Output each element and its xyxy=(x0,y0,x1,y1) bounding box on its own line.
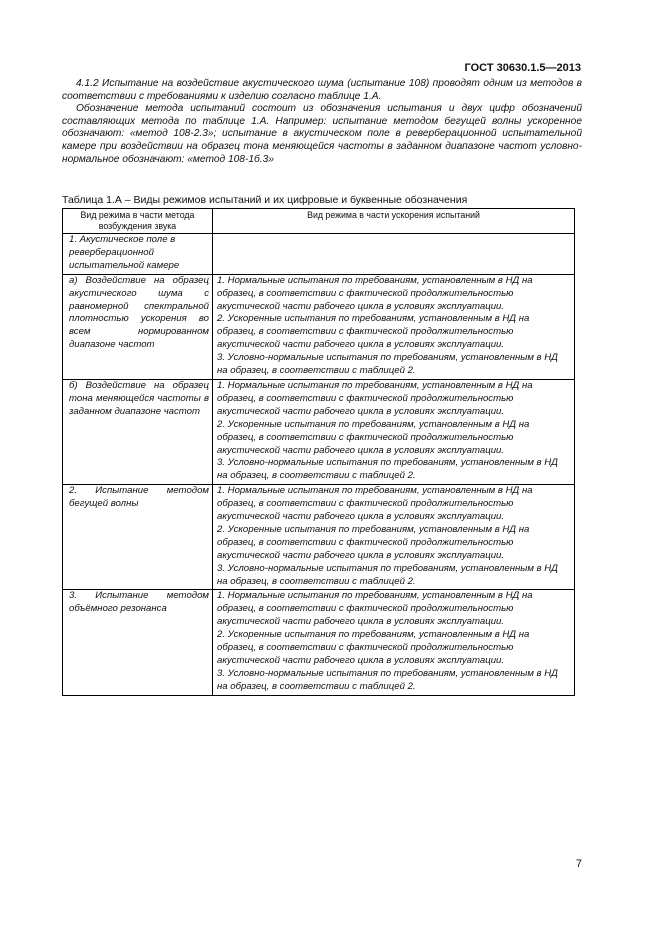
acceleration-item: 2. Ускоренные испытания по требованиям, установленным в НД на образец, в соответствии с фактической продолжительностью акустической части рабочего цикла в условиях эксплуатации. xyxy=(217,523,530,561)
mode-cell: а) Воздействие на образец акустического шума с равномерной спектральной плотностью ускорения во всем нормированном диапазоне частот xyxy=(63,274,213,379)
table-row xyxy=(63,274,575,379)
table-row xyxy=(63,485,575,590)
table-row xyxy=(63,234,575,275)
acceleration-item: 2. Ускоренные испытания по требованиям, установленным в НД на образец, в соответствии с фактической продолжительностью акустической части рабочего цикла в условиях эксплуатации. xyxy=(217,418,530,456)
acceleration-item: 3. Условно-нормальные испытания по требованиям, установленным в НД на образец, в соответствии с таблицей 2. xyxy=(217,562,558,587)
acceleration-item: 1. Нормальные испытания по требованиям, установленным в НД на образец, в соответствии с фактической продолжительностью акустической части рабочего цикла в условиях эксплуатации. xyxy=(217,590,533,628)
acceleration-item: 3. Условно-нормальные испытания по требованиям, установленным в НД на образец, в соответствии с таблицей 2. xyxy=(217,457,558,482)
acceleration-cell xyxy=(213,590,575,695)
table-row xyxy=(63,590,575,695)
acceleration-item: 3. Условно-нормальные испытания по требованиям, установленным в НД на образец, в соответствии с таблицей 2. xyxy=(217,352,558,377)
acceleration-item: 2. Ускоренные испытания по требованиям, установленным в НД на образец, в соответствии с фактической продолжительностью акустической части рабочего цикла в условиях эксплуатации. xyxy=(217,629,530,666)
acceleration-item: 2. Ускоренные испытания по требованиям, установленным в НД на образец, в соответствии с фактической продолжительностью акустической части рабочего цикла в условиях эксплуатации. xyxy=(217,313,530,351)
standard-header: ГОСТ 30630.1.5—2013 xyxy=(464,62,581,74)
column-header-acceleration: Вид режима в части ускорения испытаний xyxy=(213,209,575,234)
column-header-excitation: Вид режима в части метода возбуждения звука xyxy=(63,209,213,234)
mode-cell: 3. Испытание методом объёмного резонанса xyxy=(63,590,213,695)
table-caption: Таблица 1.А – Виды режимов испытаний и их цифровые и буквенные обозначения xyxy=(62,194,468,206)
mode-cell: б) Воздействие на образец тона меняющейся частоты в заданном диапазоне частот xyxy=(63,379,213,484)
acceleration-cell xyxy=(213,274,575,379)
table-row xyxy=(63,379,575,484)
acceleration-item: 1. Нормальные испытания по требованиям, установленным в НД на образец, в соответствии с фактической продолжительностью акустической части рабочего цикла в условиях эксплуатации. xyxy=(217,274,533,312)
intro-paragraph-2: Обозначение метода испытаний состоит из обозначения испытания и двух цифр обозначений составляющих метода по таблице 1.А. Например: испытание методом бегущей волны ускоренное обозначают: «метод 108-2.3»; испытание в акустическом поле в реверберационной испытательной камере при воздействии на образец тона меняющейся частоты в заданном диапазоне частот условно-нормальное обозначают: «метод 108-1б.3» xyxy=(62,103,582,165)
modes-table xyxy=(62,208,575,696)
mode-cell: 2. Испытание методом бегущей волны xyxy=(63,485,213,590)
acceleration-item: 3. Условно-нормальные испытания по требованиям, установленным в НД на образец, в соответствии с таблицей 2. xyxy=(217,667,558,692)
acceleration-item: 1. Нормальные испытания по требованиям, установленным в НД на образец, в соответствии с фактической продолжительностью акустической части рабочего цикла в условиях эксплуатации. xyxy=(217,485,533,523)
intro-paragraph-1: 4.1.2 Испытание на воздействие акустического шума (испытание 108) проводят одним из методов в соответствии с требованиями к изделию согласно таблице 1.А. xyxy=(62,78,582,102)
acceleration-cell xyxy=(213,234,575,275)
table-header-row xyxy=(63,209,575,234)
acceleration-cell xyxy=(213,379,575,484)
intro-section xyxy=(62,78,582,166)
page-number: 7 xyxy=(575,858,582,870)
acceleration-item: 1. Нормальные испытания по требованиям, установленным в НД на образец, в соответствии с фактической продолжительностью акустической части рабочего цикла в условиях эксплуатации. xyxy=(217,379,533,417)
mode-cell: 1. Акустическое поле в реверберационной испытательной камере xyxy=(63,234,213,275)
acceleration-cell xyxy=(213,485,575,590)
